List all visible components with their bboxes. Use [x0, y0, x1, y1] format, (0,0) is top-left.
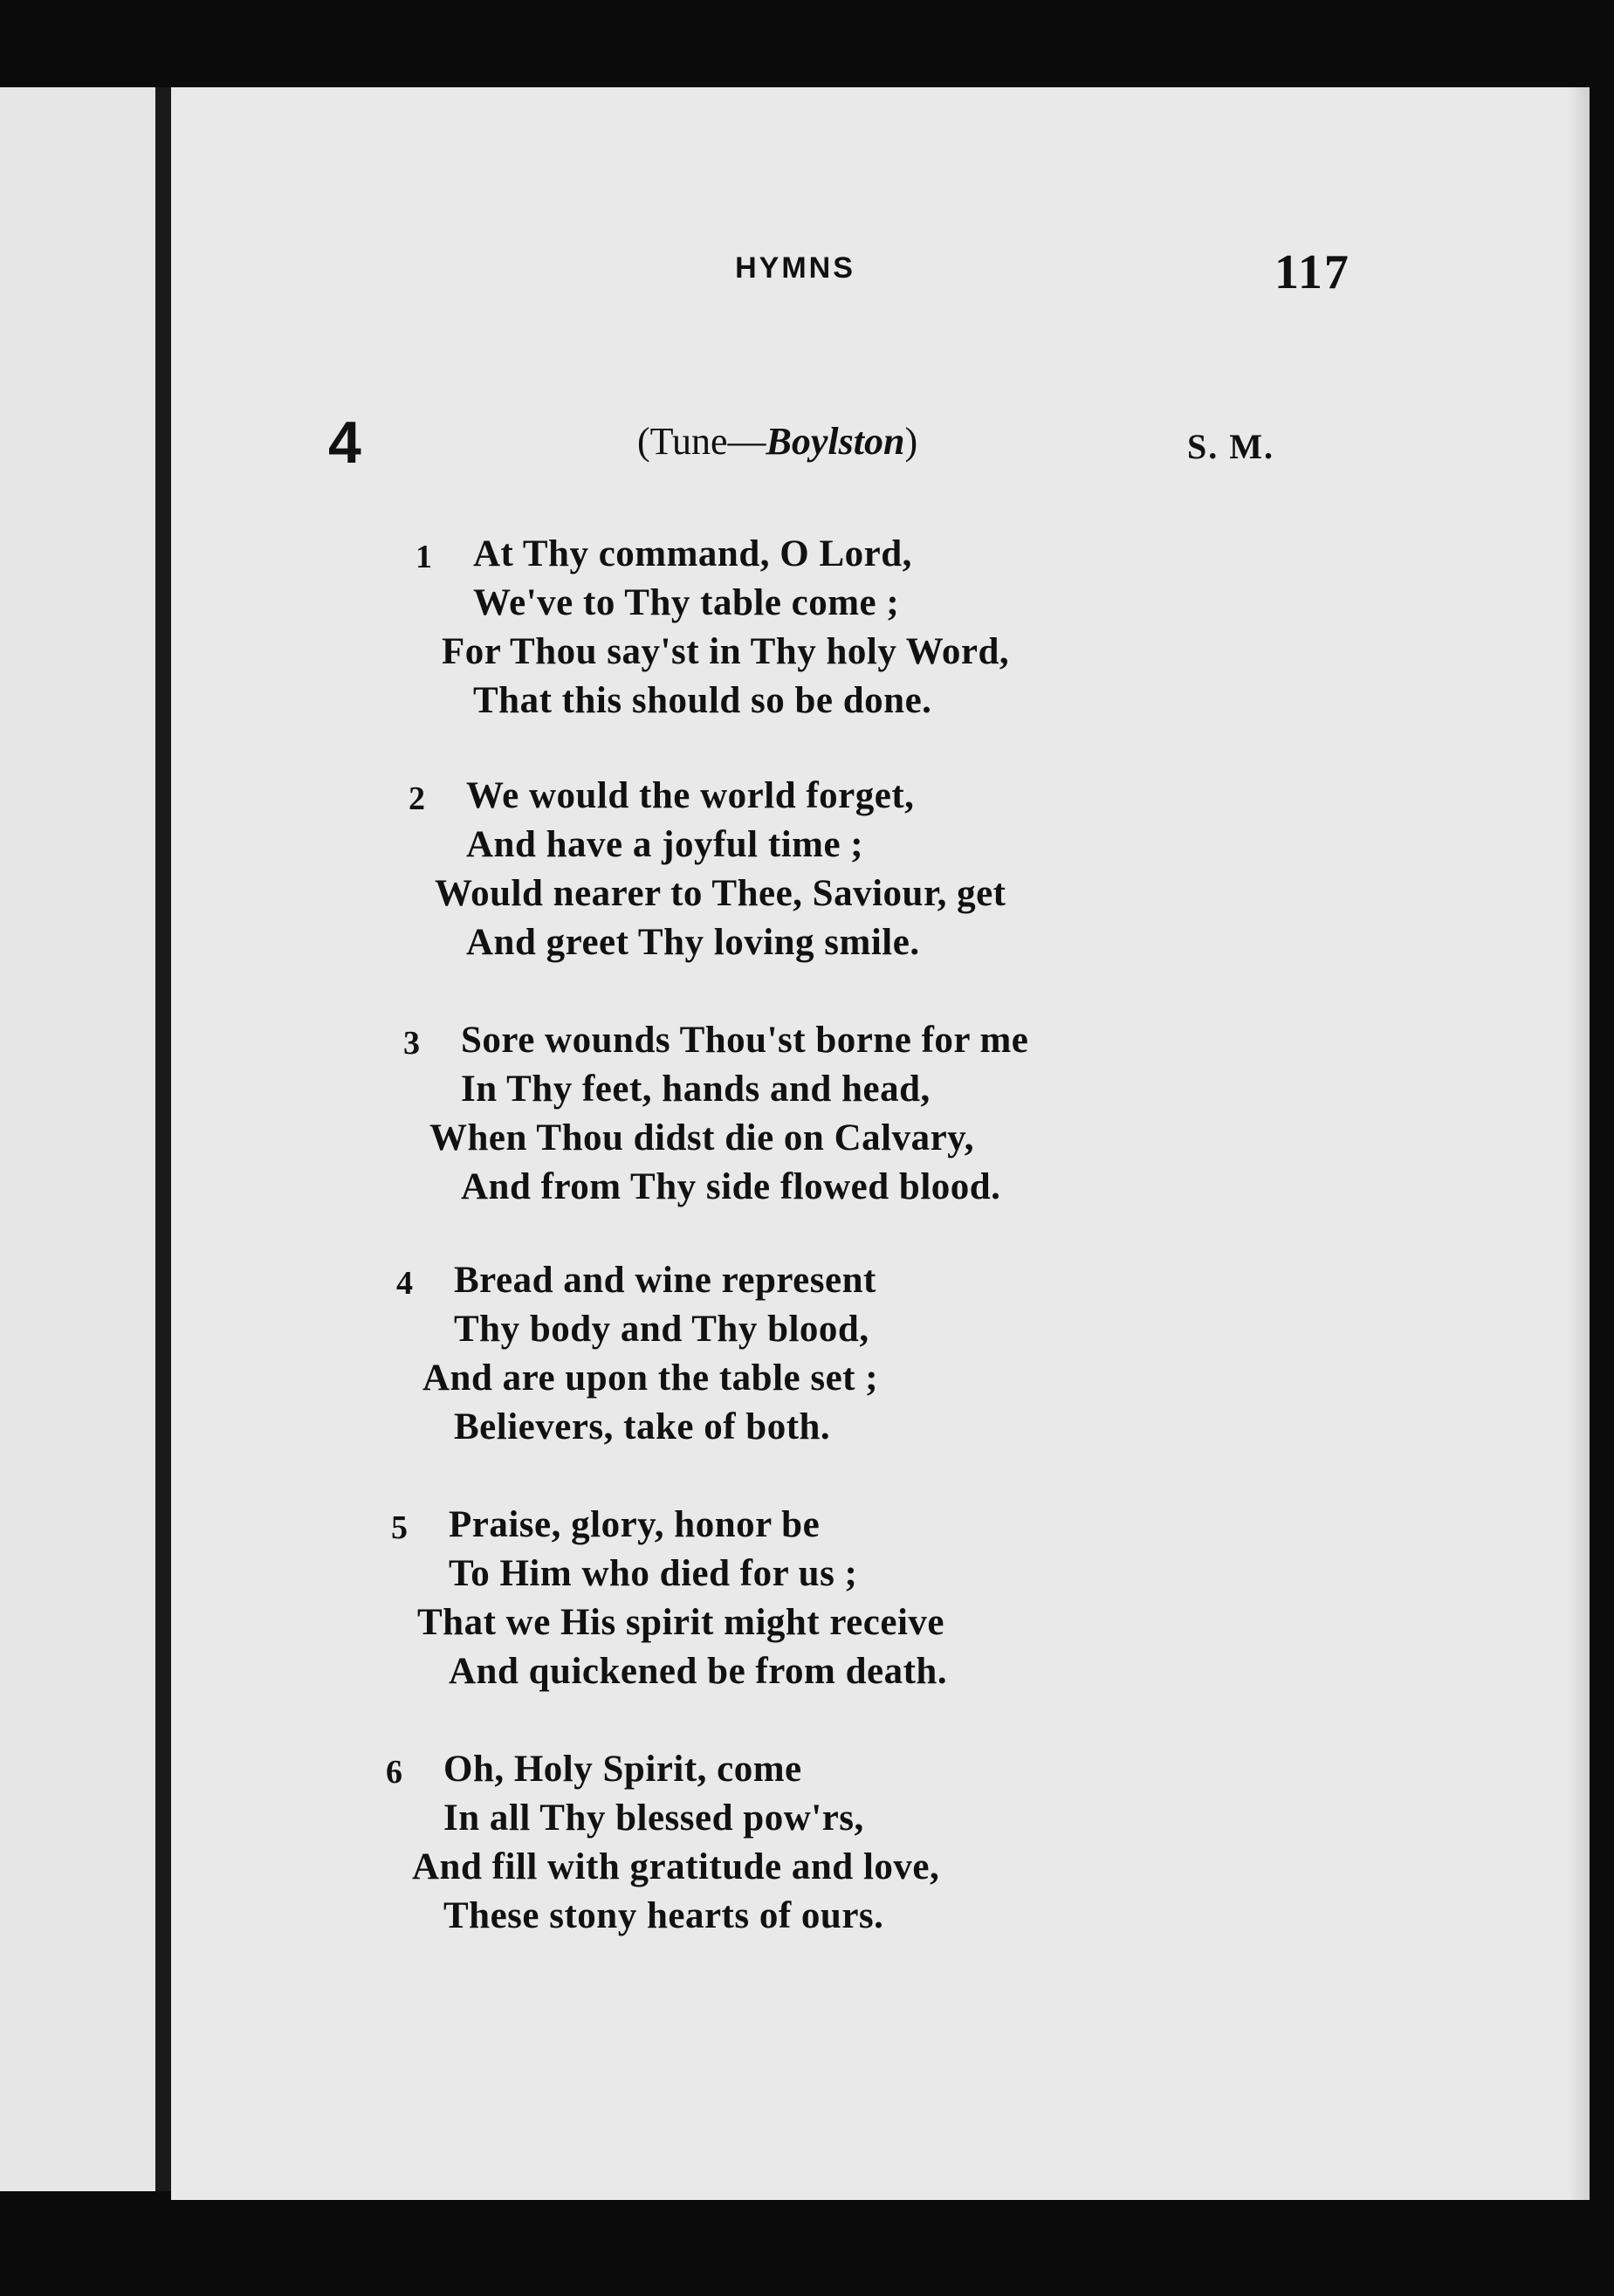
tune-name: Boylston: [766, 420, 905, 463]
meter: S. M.: [1187, 427, 1274, 466]
page-edge: [1569, 87, 1590, 2200]
verse-line: And have a joyful time ;: [466, 824, 864, 865]
verse-line: Sore wounds Thou'st borne for me: [461, 1020, 1029, 1061]
facing-page: [0, 87, 155, 2191]
page-number: 117: [1274, 245, 1350, 299]
verse-line: To Him who died for us ;: [449, 1553, 858, 1594]
tune-prefix: (Tune—: [637, 420, 766, 463]
verse-line: These stony hearts of ours.: [443, 1895, 884, 1936]
verse-line: And fill with gratitude and love,: [412, 1846, 940, 1887]
verse-line: Believers, take of both.: [454, 1406, 831, 1447]
verse-line: We would the world forget,: [466, 775, 915, 816]
verse-line: Bread and wine represent: [454, 1260, 876, 1301]
tune-suffix: ): [904, 420, 918, 463]
verse-line: For Thou say'st in Thy holy Word,: [442, 631, 1010, 672]
verse-line: That this should so be done.: [473, 680, 932, 721]
verse-line: We've to Thy table come ;: [473, 582, 900, 623]
verse-line: And are upon the table set ;: [422, 1358, 879, 1399]
verse-line: And from Thy side flowed blood.: [461, 1166, 1001, 1207]
stanza-number: 1: [416, 539, 432, 575]
book-page: [171, 87, 1590, 2200]
verse-line: Thy body and Thy blood,: [454, 1309, 869, 1350]
hymn-number: 4: [328, 409, 361, 476]
verse-line: And quickened be from death.: [449, 1651, 948, 1692]
stanza-number: 5: [391, 1509, 408, 1546]
verse-line: Praise, glory, honor be: [449, 1504, 821, 1545]
stanza-number: 3: [403, 1025, 420, 1062]
running-head: HYMNS: [735, 251, 855, 285]
verse-line: In Thy feet, hands and head,: [461, 1069, 931, 1110]
book-gutter: [155, 87, 171, 2191]
verse-line: When Thou didst die on Calvary,: [429, 1117, 975, 1158]
stanza-number: 2: [409, 780, 425, 817]
stanza-number: 4: [396, 1265, 413, 1302]
verse-line: Would nearer to Thee, Saviour, get: [435, 873, 1006, 914]
stanza-number: 6: [386, 1754, 402, 1791]
verse-line: And greet Thy loving smile.: [466, 922, 920, 963]
verse-line: In all Thy blessed pow'rs,: [443, 1798, 864, 1839]
tune-line: [637, 419, 917, 464]
verse-line: At Thy command, O Lord,: [473, 533, 912, 574]
verse-line: That we His spirit might receive: [417, 1602, 944, 1643]
verse-line: Oh, Holy Spirit, come: [443, 1749, 802, 1790]
